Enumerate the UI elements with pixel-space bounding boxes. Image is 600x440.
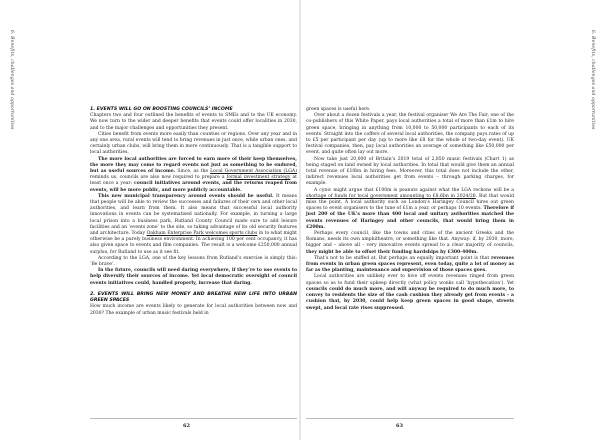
right-text-column: [306, 107, 514, 312]
paragraph: green spaces is useful here.: [306, 107, 371, 112]
lga-link[interactable]: Local Government Association (LGA): [210, 169, 297, 175]
paragraph: Local authorities are unlikely ever to hive off events revenues ringed from green spaces so as to fund their upkeep directly (what policy wonks call ‘hypothecation’). Yet councils could do much more, and will anyway be required to do much more, to convey to residents the size of the cash cushion they already get from events – a cushion that, by 2030, could help keep green spaces in good shape, streets swept, and local rate rises suppressed.: [306, 274, 514, 311]
bold-text: revenues from events in urban green spaces represent, even today, quite a lot of money as far as the planting, maintenance and supervision of those spaces goes.: [306, 255, 514, 274]
bold-text: council initiatives around events, and the returns reaped from events, will be more public, and more publicly accountable.: [90, 181, 297, 193]
section-heading-2: 2. EVENTS WILL BRING NEW MONEY AND BREATHE NEW LIFE INTO URBAN GREEN SPACES: [90, 291, 297, 304]
paragraph: Perhaps every council, like the towns and cities of the ancient Greeks and the Romans, needs its own amphitheatre, or something like that. Anyway: if, by 2030, more, bigger and – above all – very innovative events spread to a clear majority of councils, they might be able to offset their funding hardships by £300-400m.: [306, 231, 514, 255]
bold-text: The more local authorities are forced to earn more of their keep themselves, the more they may come to regard events not just as something to be endured, but as useful sources of income.: [90, 156, 297, 175]
paragraph: Chapters two and four outlined the benefits of events to SMEs and to the UK economy. We now turn to the wider and deeper benefits that events could offer localities in 2030, and to the major challenges and opportunities they present.: [90, 113, 297, 131]
footer-rule: [90, 418, 297, 419]
paragraph: How much income are events likely to generate for local authorities between now and 2030? The example of urban music festivals held in: [90, 304, 297, 316]
paragraph: This new municipal transparency around events should be useful. It means that people will be able to review the successes and failures of their own and other local authorities, and learn from them. It also means that successful local authority innovations in events can be systematised nationally. For example, in turning a large local prison into a business park, Rutland County Council made sure to add leisure facilities and an ‘events zone’ to the site, so taking advantage of its old security features and architecture. Today Oakham Enterprise Park welcomes sports clubs in to what might otherwise be a purely business environment. In achieving 100 per cent occupancy, it has also given space to events and film companies. The result is a welcome £250,000 annual surplus, for Rutland to use as it see fit.: [90, 193, 298, 255]
paragraph: According to the LGA, one of the key lessons from Rutland’s exercise is simply this: ‘Be brave’.: [90, 255, 297, 268]
bold-paragraph: In the future, councils will need daring everywhere, if they’re to use events to help diversify their sources of income. Yet local democratic oversight of council events initiatives could, handled properly, increase that daring.: [90, 268, 297, 286]
investment-strategy-link[interactable]: formal investment strategy: [226, 175, 291, 181]
bold-text: they might be able to offset their funding hardships by £300-400m.: [306, 249, 478, 255]
paragraph: Cities benefit from events more easily than counties or regions. Over any year and in any one area, rural events will tend to bring revenues in just once, while urban ones, and certainly urban clubs, will bring them in more continuously. That is a tangible support to local authorities.: [90, 131, 297, 156]
funding-shortage-link[interactable]: shortage of funds for local government amounting to £8.6bn in 2024/26: [306, 193, 476, 199]
left-text-column: [90, 107, 297, 317]
paragraph: The more local authorities are forced to earn more of their keep themselves, the more they may come to regard events not just as something to be endured, but as useful sources of income. Since, as the Local Government Association (LGA) reminds us, councils are also now required to prepare a formal investment strategy at least once a year: council initiatives around events, and the returns reaped from events, will be more public, and more publicly accountable.: [90, 156, 297, 193]
paragraph: That’s not to be sniffed at. But perhaps an equally important point is that revenues from events in urban green spaces represent, even today, quite a lot of money as far as the planting, maintenance and supervision of those spaces goes.: [306, 255, 514, 274]
bold-text: Therefore if just 200 of the UK’s more than 400 local and unitary authorities matched the events revenues of Haringey and other councils, that would bring them in £200m.: [306, 206, 514, 230]
bold-text: This new municipal transparency around events should be useful.: [98, 193, 274, 199]
footer-rule: [306, 418, 514, 419]
running-header-left: 6. Benefits, challenges and opportunities: [9, 30, 14, 130]
bold-text: councils could do much more, and will anyway be required to do much more, to convey to residents the size of the cash cushion they already get from events – a cushion that, by 2030, could help keep green spaces in good shape, streets swept, and local rate rises suppressed.: [306, 286, 514, 311]
paragraph: A cynic might argue that £100m is peanuts against what the LGA reckons will be a shortage of funds for local government amounting to £8.6bn in 2024/26. But that would miss the point. A local authority such as London’s Haringey Council hires out green spaces to event organisers to the tune of £1m a year, or perhaps 10 events. Therefore if just 200 of the UK’s more than 400 local and unitary authorities matched the events revenues of Haringey and other councils, that would bring them in £200m.: [306, 187, 514, 230]
page-number-left: 62: [183, 423, 190, 429]
running-header-right: 6. Benefits, challenges and opportunities: [590, 30, 595, 130]
paragraph: Over about a dozen festivals a year, the festival organiser We Are The Fair, one of the co-publishers of this White Paper, pays local authorities a total of more than £1m to hire green space, bringing in anything from 10,000 to 50,000 participants to each of its events. Straight into the coffers of several local authorities, the company pays rates of up to £5 per participant per day (up to more like £8 for the whole of two-day event). UK festival companies, then, pay local authorities an average of something like £50,000 per event, and quite often lay out more.: [306, 113, 514, 156]
right-page: [301, 0, 600, 440]
section-heading-1: 1. EVENTS WILL GO ON BOOSTING COUNCILS’ INCOME: [90, 107, 233, 112]
left-page: [0, 0, 299, 440]
page-number-right: 63: [396, 423, 403, 429]
oakham-link[interactable]: Oakham Enterprise Park welcomes sports clubs: [146, 231, 258, 237]
paragraph: Now take just 20,000 of Britain’s 2019 total of 2,850 music festivals (Chart 1) as being staged on land owned by local authorities. In total that would give them an annual total revenue of £10bn in hiring fees. Moreover, this total does not include the other, indirect revenues local authorities get from events – through parking charges, for example.: [306, 156, 514, 187]
